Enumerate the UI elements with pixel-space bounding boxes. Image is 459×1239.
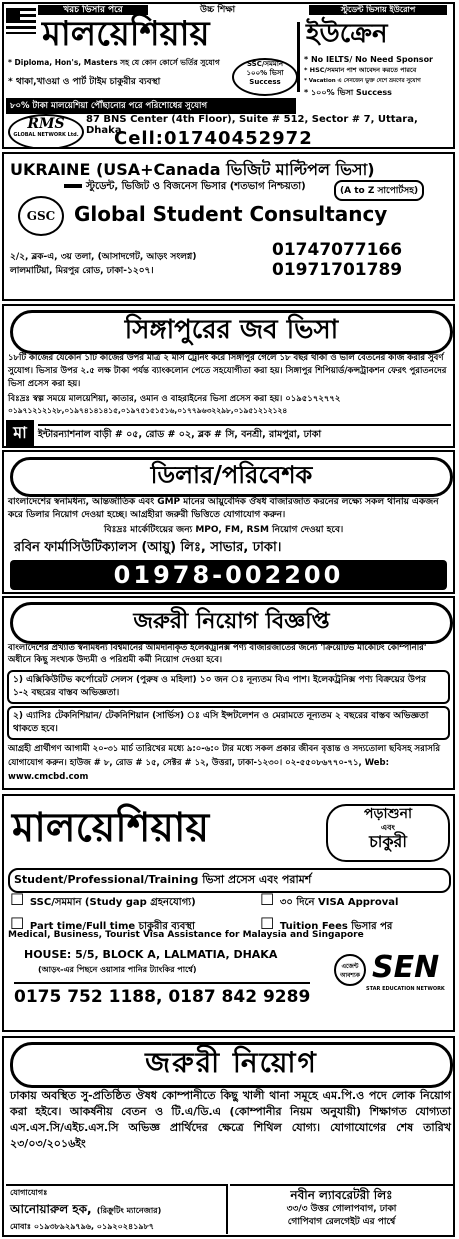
header-tag-right: স্টুডেন্ট ভিসায় ইউরোপ — [309, 5, 447, 15]
cmc-title-pill — [10, 602, 453, 644]
sen-side-box — [326, 804, 450, 862]
payment-strip: ৮০% টাকা মালয়েশিয়া পৌঁছানোর পরে পরিশোধের সুযোগ — [6, 98, 296, 114]
ukraine-feature-2: * HSC/সমমান পাশ আবেদন করতে পারবে — [304, 66, 417, 74]
sen-logo: SEN — [372, 950, 440, 985]
nobin-company-addr-2: গোপিবাগ রেলগেইট এর পার্শ্বে — [287, 1217, 396, 1227]
ad-urgent-recruitment-nobin — [2, 1036, 455, 1237]
title-malaysia: মালয়েশিয়ায় — [42, 14, 210, 54]
ukraine-feature-1: * No IELTS/ No Need Sponsor — [304, 55, 434, 64]
rms-cell: Cell:01740452972 — [114, 128, 313, 149]
nobin-contact-label: যোগাযোগঃ — [10, 1188, 48, 1197]
sen-check-row-1 — [10, 890, 451, 912]
stamp-line-2: ১০০% ভিসা — [246, 69, 284, 77]
stamp-line-1: SSC/সমমান — [246, 60, 284, 68]
nobin-contact — [6, 1184, 228, 1234]
ukraine-feature-4: * ১০০% ভিসা Success — [304, 88, 392, 97]
sen-check-3: Part time/Full time চাকুরীর ব্যবস্থা — [29, 921, 195, 932]
nobin-company: নবীন ল্যাবরেটরী লিঃ — [290, 1188, 393, 1202]
checkbox-icon: ☐ — [260, 914, 280, 933]
nobin-body: ঢাকায় অবস্থিত সু-প্রতিষ্ঠিত ঔষধ কোম্পানীতে কিছু খালী থানা সমূহে এম.পি.ও পদে লোক নিয়োগ করা হইবে। আকর্ষনীয় বেতন ও টি.এ/ডি.এ (কোম্পানীর নিয়ম অনুযায়ী) শিক্ষাগত যোগ্যতা এস.এস.সি/এইচ.এস.সি অভিজ্ঞ প্রার্থিদের ক্ষেত্রে শিথিল যোগ্য। যোগাযোগের শেষ তারিখ ২৩/০৩/২০১৬ইং — [10, 1089, 451, 1150]
gsc-badge: (A to Z সাপোর্টসহ) — [334, 180, 424, 201]
rms-logo-sub: GLOBAL NETWORK Ltd. — [13, 132, 79, 138]
gsc-address-2: লালমাটিয়া, মিরপুর রোড, ঢাকা-১২০৭। — [10, 266, 154, 276]
cmc-item-1: ১) এক্সিকিউটিভ কর্পোরেট সেলস (পুরুষ ও মহিলা) ১০ জন ঃ নূন্যতম বিএ পাশ। ইলেকট্রনিক্স পণ্য বিক্রয়ের উপর ১-২ বছরের বাস্তব অভিজ্ঞতা। — [13, 675, 426, 698]
malaysia-feature-2: * থাকা,খাওয়া ও পার্ট টাইম চাকুরীর ব্যবস্থা — [8, 77, 161, 87]
nobin-company-box — [230, 1184, 453, 1237]
ad-singapore-job-visa — [2, 304, 455, 448]
nobin-contact-phone: মোবাঃ ০১৯৩৮৯২৯৭৯৬, ০১৯২০২৪১৯৮৭ — [10, 1222, 154, 1231]
sen-side-3: চাকুরী — [369, 832, 407, 851]
title-divider — [297, 22, 300, 92]
dealer-note: বিঃদ্রঃ মার্কেটিংয়ের জন্য MPO, FM, RSM নিয়োগ দেওয়া হবে। — [104, 525, 344, 535]
sen-house: HOUSE: 5/5, BLOCK A, LALMATIA, DHAKA — [24, 948, 278, 961]
arrow-icon — [64, 184, 82, 188]
singapore-address: ইন্টারন্যাশনাল বাড়ী # ০৫, রোড # ০২, ব্লক # সি, বনশ্রী, রামপুরা, ঢাকা — [38, 424, 451, 443]
ad-global-student-consultancy — [2, 152, 455, 301]
singapore-phones: ০১৯৭১২১২১২৮,০১৯৭৪১৪১৪১৫,০১৯৭৫১৫১৫১৬,০১৭৭৯৬৩২২৯৮,০১৯৫১২১২১২৪ — [8, 406, 288, 415]
dealer-title: ডিলার/পরিবেশক — [150, 460, 313, 489]
cmc-item-2: ২) এ্যাসিঃ টেকনিশিয়ান/ টেকনিশিয়ান (সার্ভিস) ঃ এসি ইন্সটলেশন ও মেরামতে নূন্যতম ২ বছরের বাস্তব অভিজ্ঞতা থাকতে হবে। — [13, 711, 429, 734]
dealer-company: রবিন ফার্মাসিউটিক্যালস (আয়ু) লিঃ, সাভার, ঢাকা। — [14, 540, 282, 555]
sen-check-2: ৩০ দিনে VISA Approval — [279, 897, 399, 908]
nobin-contact-name: আনোয়ারুল হক, — [10, 1202, 92, 1216]
dealer-title-pill — [10, 457, 453, 497]
gsc-subline: স্টুডেন্ট, ভিজিট ও বিজনেস ভিসার (শতভাগ নিশ্চয়তা) — [86, 181, 306, 192]
gsc-logo-text: GSC — [26, 209, 56, 223]
cmc-footer: আগ্রহী প্রার্থীগণ আগামী ২০-৩১ মার্চ তারিখের মধ্যে ৯:০-৬:০ টার মধ্যে সকল প্রকার জীবন বৃত্তান্ত ও সদ্যতোলা ছবিসহ সরাসরি যোগাযোগ করুন। হাউজ # ৮, রোড # ১৫, সেক্টর # ১২, উত্তরা, ঢাকা-১২৩০। ০২-৫৫০৮৬৭৭০-৭১, Web: www.cmcbd.com — [8, 744, 441, 782]
sen-check-2-item — [260, 890, 398, 912]
gsc-address — [10, 250, 260, 278]
success-stamp — [232, 58, 298, 96]
ad-malaysia-ukraine — [2, 2, 455, 149]
header-tag-mid: উচ্চ শিক্ষা — [200, 5, 236, 15]
gsc-phone-1: 01747077166 — [272, 240, 403, 260]
sen-logo-sub: STAR EDUCATION NETWORK — [366, 986, 445, 992]
gsc-phone-2: 01971701789 — [272, 260, 403, 280]
nobin-contact-role: (রিক্রুটিং ম্যানেজার) — [96, 1206, 162, 1215]
cmc-title: জরুরী নিয়োগ বিজ্ঞপ্তি — [133, 608, 330, 634]
nobin-title: জরুরী নিয়োগ — [145, 1046, 318, 1079]
gsc-company: Global Student Consultancy — [74, 202, 388, 226]
sen-side-1: পড়াশুনা — [363, 806, 413, 822]
nobin-title-pill — [10, 1042, 453, 1088]
sen-badge: এজেন্ট আবশ্যক — [334, 954, 366, 986]
checkbox-icon: ☐ — [10, 890, 30, 909]
malaysia-flag-icon — [6, 8, 36, 34]
dealer-body: বাংলাদেশের স্বনামধন্য, আন্তর্জাতিক এবং GMP মানের আয়ুর্বেদিক ঔষধ বাজারজাত করনের লক্ষ্যে সকল থানায় একজন করে ডিলার নিয়োগ দেওয়া হচ্ছে। আগ্রহীরা জরুরী ভিত্তিতে যোগাযোগ করুন। — [8, 497, 439, 520]
singapore-body: ১৮টি কাজের যেকোন ১টি কাজের উপর মাত্র ২ মাস ট্রেনিং করে সিঙ্গাপুর গেলে ১৮ বছর থাকা ও ভাল বেতনের কাজ করার সুবর্ণ সুযোগ। ভিসার উপর ২.৫ লক্ষ টাকা পর্যন্ত ব্যাংকলোন পেতে সহযোগীতা করা হয়। সিঙ্গাপুর শিপিয়ার্ড/কন্সট্রাকশন ফেরৎ পুরাতনদের ভিসা প্রসেস করা হয়। — [8, 353, 447, 389]
checkbox-icon: ☐ — [260, 890, 280, 909]
gsc-address-1: ২/২, ব্লক-এ, ৩য় তলা, (আসাদগেট, আড়ং সংলগ্ন) — [10, 252, 197, 262]
cmc-item-2-box — [7, 706, 450, 740]
title-ukraine: ইউক্রেন — [306, 19, 388, 49]
dealer-phone: 01978-002200 — [10, 560, 447, 590]
singapore-title-pill — [10, 310, 453, 354]
sen-house-note: (আড়ং-এর পিছনে ওয়াসার পানির ট্যাংকির পার্শ্বে) — [38, 965, 197, 974]
gsc-phones — [272, 240, 402, 280]
sen-check-1-item — [10, 890, 260, 912]
ad-urgent-recruitment-cmc — [2, 596, 455, 790]
cmc-intro: বাংলাদেশের প্রখ্যাত স্বনামধন্য বিশ্বমানের আমদানীকৃত ইলেকট্রনিক্স পণ্য বাজারজাতের জন্যে 'ক্রিয়েটিভ মার্কেটিং কোম্পানীর' অধীনে কিছু সংখ্যক উদ্যমী ও পরিশ্রমী কর্মী নিয়োগ দেওয়া হবে। — [8, 643, 427, 665]
sen-phones: 0175 752 1188, 0187 842 9289 — [14, 982, 310, 1007]
ad-malaysia-sen — [2, 794, 455, 1032]
nobin-company-addr-1: ৩৩/৩ উত্তর গোলাপবাগ, ঢাকা — [286, 1204, 397, 1214]
sen-tagline: Student/Professional/Training ভিসা প্রসেস এবং পরামর্শ — [8, 868, 451, 893]
gsc-logo — [18, 196, 64, 236]
singapore-title: সিঙ্গাপুরের জব ভিসা — [124, 315, 339, 345]
cmc-item-1-box — [7, 670, 450, 704]
rms-logo — [8, 114, 84, 149]
rms-address: 87 BNS Center (4th Floor), Suite # 512, Sector # 7, Uttara, Dhaka — [86, 114, 418, 136]
sen-title: মালয়েশিয়ায় — [12, 804, 210, 851]
singapore-note: বিঃদ্রঃ স্বল্প সময়ে মালয়েশিয়া, কাতার, ওমান ও বাহরাইনের ভিসা প্রসেস করা হয়। ০১৯৫১৭২৭৭২ — [8, 394, 341, 404]
header-tag-left: খরচ ভিসার পরে — [38, 5, 148, 15]
sen-check-1: SSC/সমমান (Study gap গ্রহনযোগ্য) — [29, 897, 196, 908]
ukraine-features — [304, 54, 454, 98]
checkbox-icon: ☐ — [10, 914, 30, 933]
sen-check-4: Tuition Fees ভিসার পর — [279, 921, 393, 932]
ma-logo: মা — [6, 420, 34, 446]
sen-medical: Medical, Business, Tourist Visa Assistance for Malaysia and Singapore — [8, 930, 364, 940]
gsc-headline: UKRAINE (USA+Canada ভিজিট মাল্টিপল ভিসা) — [10, 160, 375, 179]
ukraine-feature-3: * Vacation এ সেনজেন ভুক্ত দেশে ভ্রমণের সুযোগ — [304, 78, 421, 84]
sen-side-2: এবং — [381, 823, 395, 832]
ad-dealer-distributor — [2, 450, 455, 594]
malaysia-feature-1: * Diploma, Hon's, Masters সহ যে কোন কোর্সে ভর্তির সুযোগ — [8, 58, 220, 67]
nobin-contact-line — [10, 1198, 222, 1221]
rms-logo-text: RMS — [27, 116, 65, 132]
stamp-line-3: Success — [249, 78, 281, 86]
